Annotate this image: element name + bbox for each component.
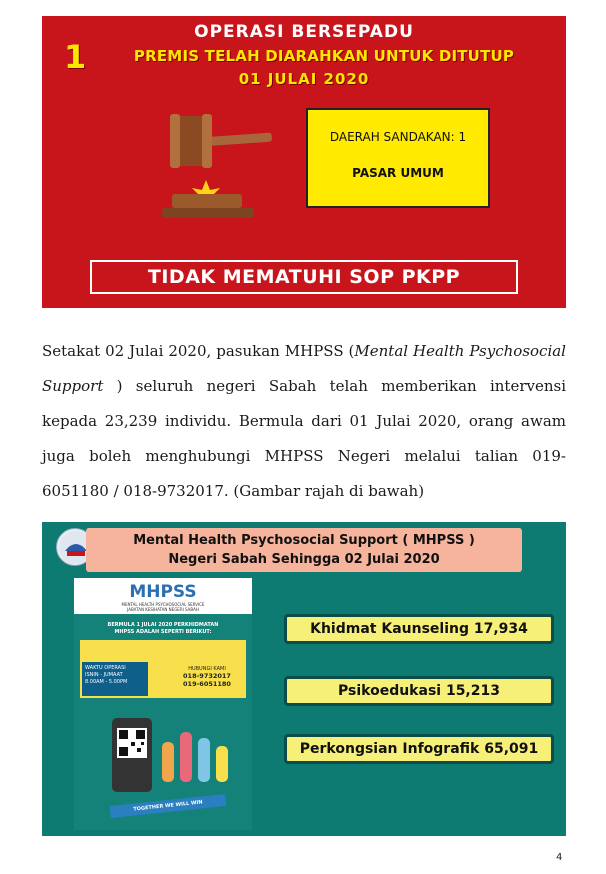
poster-subtitle: MENTAL HEALTH PSYCHOSOCIAL SERVICE [121, 602, 205, 607]
paragraph-text-1: Setakat 02 Julai 2020, pasukan MHPSS ( [42, 342, 355, 360]
mhpss-poster [74, 578, 252, 830]
poster-ribbon: TOGETHER WE WILL WIN [110, 794, 227, 818]
raised-hands-icon [156, 722, 236, 792]
body-paragraph [42, 334, 566, 509]
poster-notice: BERMULA 1 JULAI 2020 PERKHIDMATAN [107, 622, 219, 628]
poster-contacts [174, 666, 240, 696]
stat-psychoeducation: Psikoedukasi 15,213 [284, 676, 554, 706]
gavel-icon [154, 112, 274, 222]
stat-infographic-sharing: Perkongsian Infografik 65,091 [284, 734, 554, 764]
district-box [306, 108, 490, 208]
paragraph-text-2: ) seluruh negeri Sabah telah memberikan intervensi kepada 23,239 individu. Bermula dari 01 Julai 2020, orang awam juga boleh menghubungi MHPSS Negeri melalui talian 019-6051180 / 018-9732017. (Gambar rajah di bawah) [42, 377, 566, 500]
premise-count: 1 [64, 38, 87, 76]
poster-department: JABATAN KESIHATAN NEGERI SABAH [127, 607, 199, 612]
hours-time: 8.00AM - 5.00PM [85, 679, 128, 685]
phone-2: 019-6051180 [183, 680, 231, 688]
sop-banner: TIDAK MEMATUHI SOP PKPP [90, 260, 518, 294]
contact-label: HUBUNGI KAMI [188, 666, 226, 672]
phone-1: 018-9732017 [183, 672, 231, 680]
mhpss-title-banner [86, 528, 522, 572]
poster-notice-2: MHPSS ADALAH SEPERTI BERIKUT: [114, 629, 212, 635]
operation-headline: PREMIS TELAH DIARAHKAN UNTUK DITUTUP [133, 47, 515, 65]
stat-counselling: Khidmat Kaunseling 17,934 [284, 614, 554, 644]
mhpss-infographic [42, 522, 566, 836]
poster-hours [82, 662, 148, 696]
qr-code-icon [117, 728, 147, 758]
hours-days: ISNIN - JUMAAT [85, 672, 123, 678]
page-number: 4 [556, 852, 563, 863]
premise-name: PASAR UMUM [352, 166, 444, 180]
poster-title: MHPSS [129, 582, 197, 602]
district-label: DAERAH SANDAKAN: 1 [329, 130, 467, 144]
paragraph-italic: Mental Health Psychosocial Support [42, 342, 566, 395]
banner-subtitle: Negeri Sabah Sehingga 02 Julai 2020 [168, 552, 440, 567]
operation-date: 01 JULAI 2020 [238, 70, 370, 88]
operation-title: OPERASI BERSEPADU [194, 22, 414, 42]
hours-label: WAKTU OPERASI [85, 665, 126, 671]
operation-infographic [42, 16, 566, 308]
banner-title: Mental Health Psychosocial Support ( MHPSS ) [133, 533, 475, 548]
